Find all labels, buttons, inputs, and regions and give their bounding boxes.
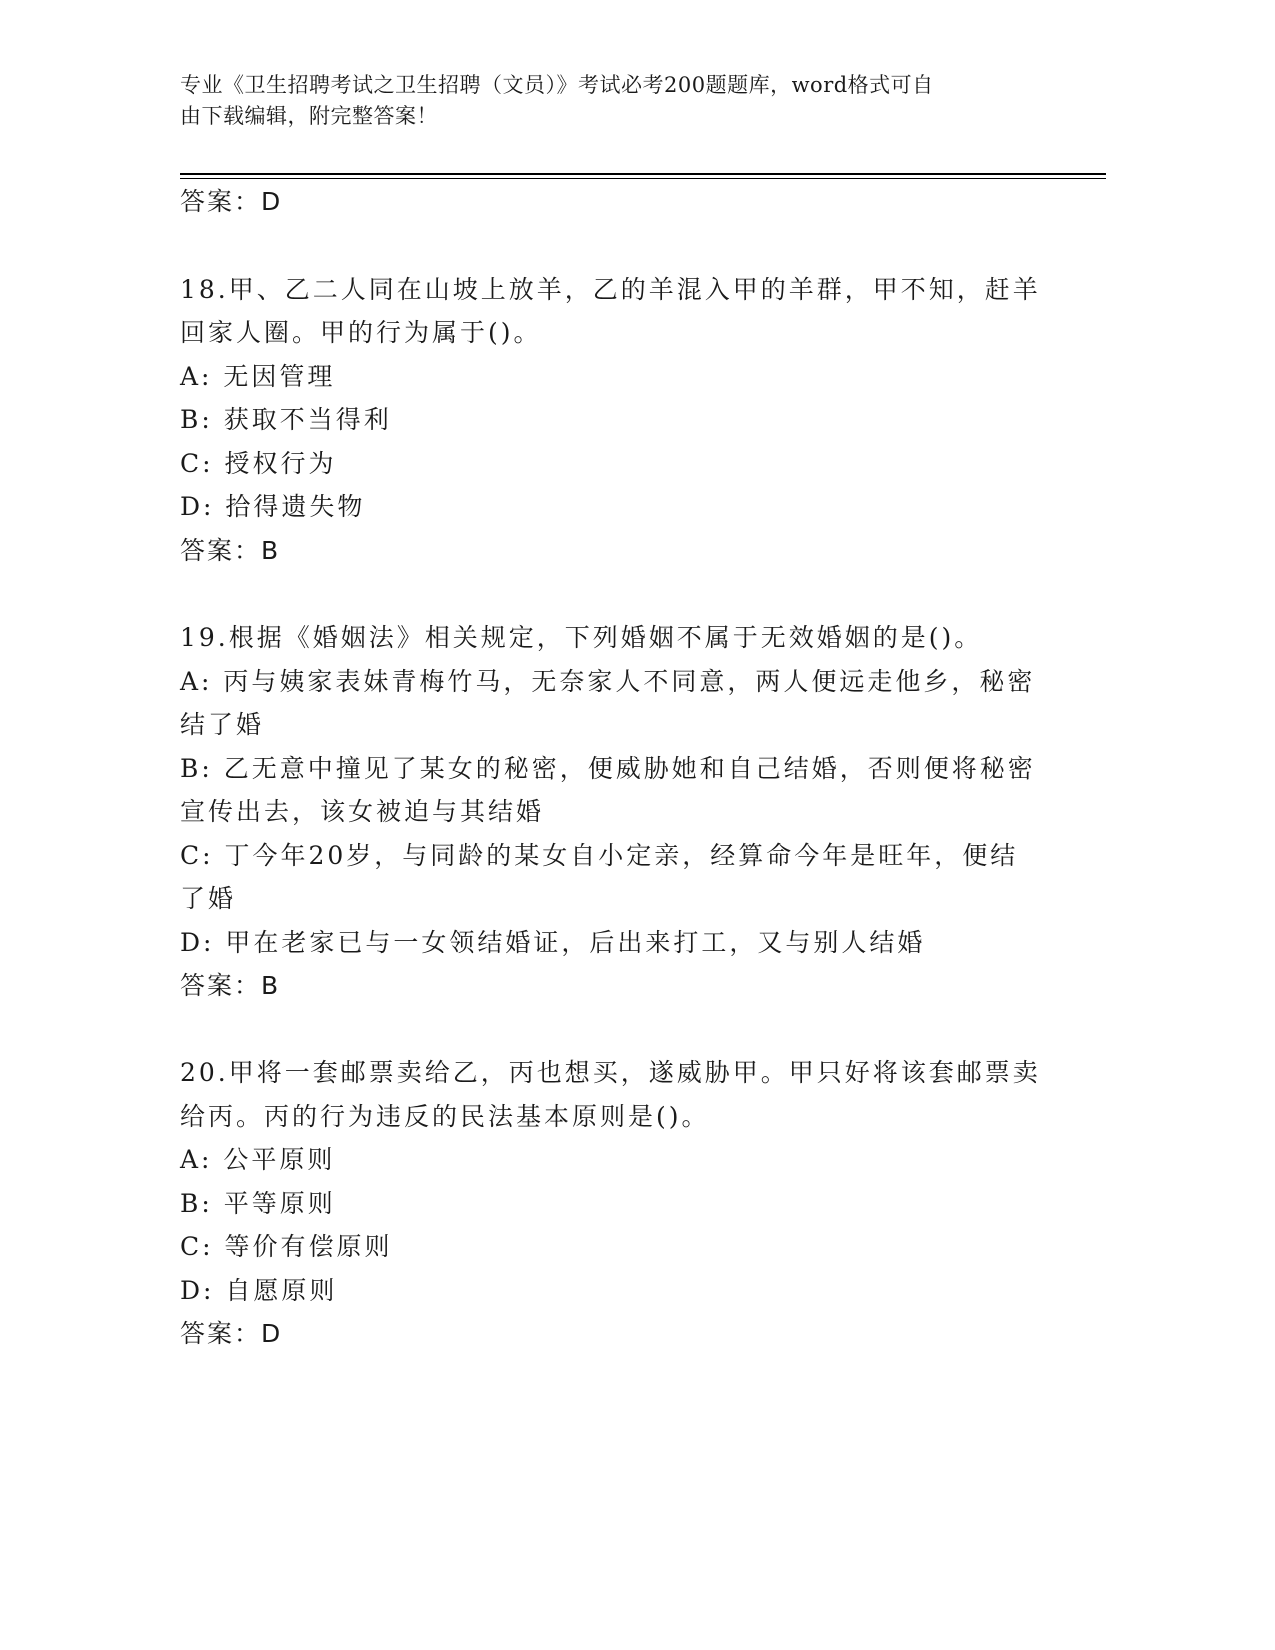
q20-option-a: A: 公平原则	[180, 1145, 336, 1174]
q19-option-b-line-2: 宣传出去，该女被迫与其结婚	[180, 797, 545, 826]
previous-answer: 答案：D	[180, 187, 283, 216]
q20-option-d: D: 自愿原则	[180, 1276, 338, 1305]
document-header	[180, 70, 1040, 132]
q19-option-c-line-2: 了婚	[180, 884, 237, 913]
q19-stem: 19.根据《婚姻法》相关规定，下列婚姻不属于无效婚姻的是()。	[180, 623, 983, 652]
q18-stem-line-2: 回家人圈。甲的行为属于()。	[180, 318, 542, 347]
q18-option-d: D: 拾得遗失物	[180, 492, 366, 521]
q19-option-b-line-1: B: 乙无意中撞见了某女的秘密，便威胁她和自己结婚，否则便将秘密	[180, 754, 1036, 783]
q20-stem-line-2: 给丙。丙的行为违反的民法基本原则是()。	[180, 1102, 710, 1131]
q18-stem-line-1: 18.甲、乙二人同在山坡上放羊，乙的羊混入甲的羊群，甲不知，赶羊	[180, 275, 1041, 304]
q19-option-d: D: 甲在老家已与一女领结婚证，后出来打工，又与别人结婚	[180, 928, 926, 957]
q19-option-c-line-1: C: 丁今年20岁，与同龄的某女自小定亲，经算命今年是旺年，便结	[180, 841, 1019, 870]
q18-answer: 答案：B	[180, 536, 281, 565]
header-line-2: 由下载编辑，附完整答案！	[180, 104, 438, 128]
q19-option-a-line-1: A: 丙与姨家表妹青梅竹马，无奈家人不同意，两人便远走他乡，秘密	[180, 667, 1036, 696]
header-divider-thin	[180, 178, 1106, 179]
q20-stem-line-1: 20.甲将一套邮票卖给乙，丙也想买，遂威胁甲。甲只好将该套邮票卖	[180, 1058, 1041, 1087]
q19-answer: 答案：B	[180, 971, 281, 1000]
q18-option-b: B: 获取不当得利	[180, 405, 392, 434]
q20-option-b: B: 平等原则	[180, 1189, 336, 1218]
q18-option-c: C: 授权行为	[180, 449, 337, 478]
q19-option-a-line-2: 结了婚	[180, 710, 265, 739]
header-line-1: 专业《卫生招聘考试之卫生招聘（文员）》考试必考200题题库，word格式可自	[180, 73, 934, 97]
q20-option-c: C: 等价有偿原则	[180, 1232, 393, 1261]
header-divider-thick	[180, 173, 1106, 175]
q18-option-a: A: 无因管理	[180, 362, 336, 391]
q20-answer: 答案：D	[180, 1319, 283, 1348]
